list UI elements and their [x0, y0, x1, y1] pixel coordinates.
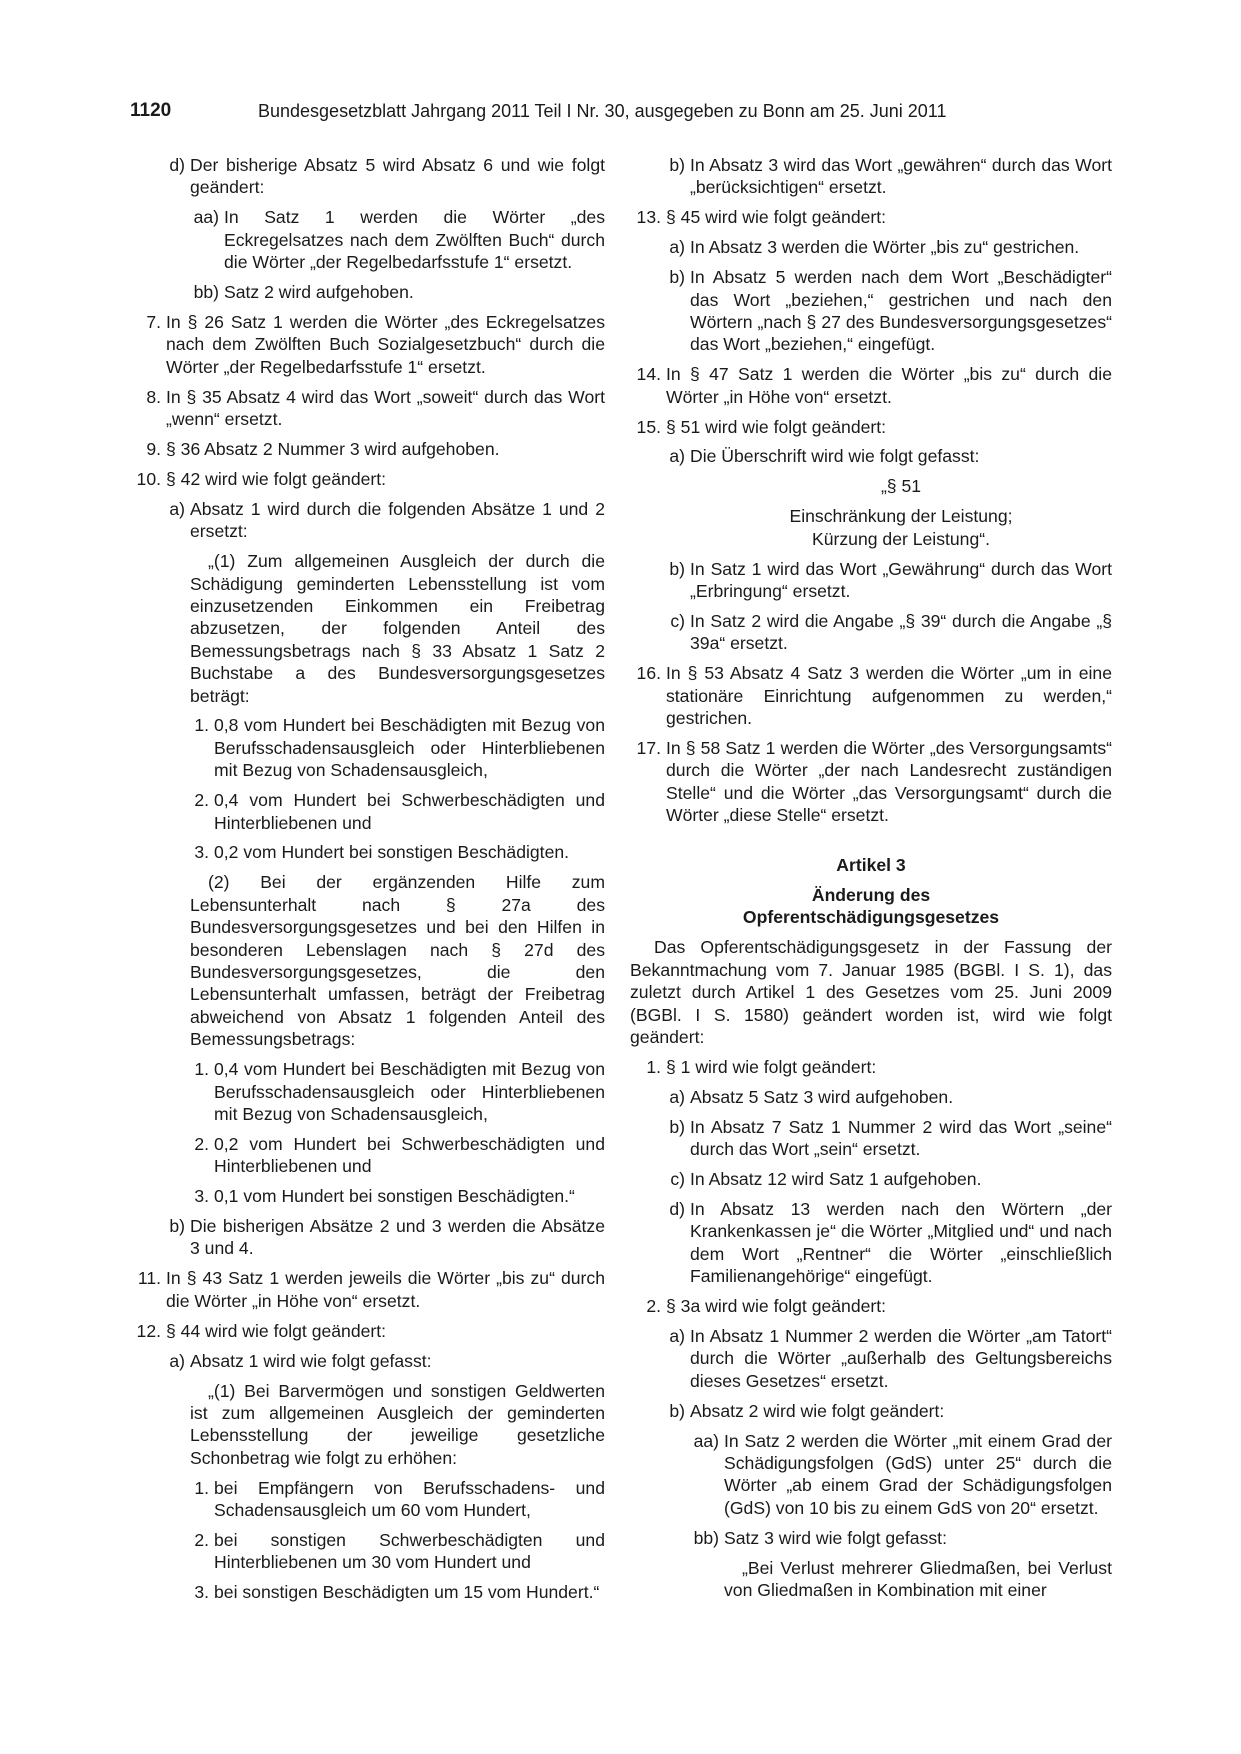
list-item: [630, 1527, 1112, 1549]
item-text: Absatz 5 Satz 3 wird aufgehoben.: [690, 1086, 954, 1107]
item-label: c): [670, 1168, 685, 1189]
item-text: Absatz 1 wird durch die folgenden Absätze 1 und 2 ersetzt:: [190, 498, 605, 542]
item-label: 2.: [194, 790, 209, 811]
item-label: a): [169, 1350, 185, 1371]
list-item: [630, 737, 1112, 827]
list-item: [130, 1267, 605, 1312]
item-label: c): [670, 610, 685, 631]
list-item: [630, 154, 1112, 199]
item-label: aa): [693, 1430, 719, 1451]
item-label: d): [169, 155, 185, 175]
list-item: [630, 266, 1112, 356]
item-label: b): [669, 155, 685, 175]
item-label: a): [669, 1325, 685, 1346]
item-label: 17.: [636, 737, 661, 758]
item-label: 13.: [636, 207, 661, 228]
list-item: [130, 1133, 605, 1178]
item-text: 0,4 vom Hundert bei Schwerbeschädigten und Hinterbliebenen und: [214, 790, 605, 833]
item-label: 3.: [194, 1582, 209, 1603]
list-item: [130, 386, 605, 431]
item-text: In Satz 1 werden die Wörter „des Eckregelsatzes nach dem Zwölften Buch“ durch die Wörter „der Regelbedarfsstufe 1“ ersetzt.: [224, 207, 605, 273]
item-text: § 3a wird wie folgt geändert:: [666, 1295, 887, 1316]
item-label: 15.: [636, 416, 661, 437]
centered-heading: „§ 51: [880, 476, 922, 497]
article-heading: Änderung des Opferentschädigungsgesetzes: [742, 884, 1000, 928]
list-item: [130, 281, 605, 303]
list-item: [130, 154, 605, 199]
item-label: 14.: [636, 364, 661, 385]
item-label: bb): [193, 282, 219, 303]
item-text: 0,4 vom Hundert bei Beschädigten mit Bezug von Berufsschadensausgleich oder Hinterbliebenen mit Bezug von Schadensausgleich,: [214, 1059, 605, 1124]
item-label: 11.: [137, 1268, 161, 1289]
item-text: 0,1 vom Hundert bei sonstigen Beschädigten.“: [214, 1186, 575, 1207]
page-number: 1120: [130, 100, 172, 121]
item-text: Die bisherigen Absätze 2 und 3 werden die Absätze 3 und 4.: [190, 1216, 605, 1259]
list-item: [130, 311, 605, 378]
item-text: Satz 3 wird wie folgt gefasst:: [724, 1527, 947, 1548]
item-text: 0,2 vom Hundert bei Schwerbeschädigten und Hinterbliebenen und: [214, 1133, 605, 1177]
quoted-text: „(1) Bei Barvermögen und sonstigen Geldwerten ist zum allgemeinen Ausgleich der geminderten Lebensstellung der jeweilige gesetzliche Schonbetrag wie folgt zu erhöhen:: [190, 1380, 605, 1468]
item-text: Satz 2 wird aufgehoben.: [224, 282, 414, 303]
item-label: 3.: [194, 842, 209, 863]
item-label: aa): [193, 207, 219, 228]
item-text: Absatz 2 wird wie folgt geändert:: [690, 1400, 945, 1421]
intro-paragraph: Das Opferentschädigungsgesetz in der Fassung der Bekanntmachung vom 7. Januar 1985 (BGBl. I S. 1), das zuletzt durch Artikel 1 des Gesetzes vom 25. Juni 2009 (BGBl. I S. 1580) geändert worden ist, wird wie folgt geändert:: [630, 937, 1112, 1047]
left-column: [130, 154, 605, 1611]
list-item: [130, 714, 605, 781]
item-text: § 36 Absatz 2 Nummer 3 wird aufgehoben.: [166, 438, 500, 459]
item-text: § 1 wird wie folgt geändert:: [666, 1056, 877, 1077]
quoted-text: „(1) Zum allgemeinen Ausgleich der durch die Schädigung geminderten Lebensstellung ist vom einzusetzenden Einkommen ein Freibetrag abzusetzen, der folgenden Anteil des Bemessungsbetrags nach § 33 Absatz 1 Satz 2 Buchstabe a des Bundesversorgungsgesetzes beträgt:: [190, 551, 605, 706]
list-item: [130, 1529, 605, 1574]
item-label: 16.: [636, 663, 661, 684]
item-text: In Satz 2 werden die Wörter „mit einem Grad der Schädigungsfolgen (GdS) unter 25“ durch die Wörter „ab einem Grad der Schädigungsfolgen (GdS) von 10 bis zu einem GdS von 20“ ersetzt.: [724, 1430, 1112, 1518]
item-label: bb): [693, 1527, 719, 1548]
gazette-title: Bundesgesetzblatt Jahrgang 2011 Teil I Nr. 30, ausgegeben zu Bonn am 25. Juni 2011: [258, 101, 947, 121]
item-text: bei sonstigen Schwerbeschädigten und Hinterbliebenen um 30 vom Hundert und: [214, 1529, 605, 1573]
item-label: 8.: [146, 386, 161, 407]
list-item: [630, 1086, 1112, 1108]
item-label: d): [669, 1198, 685, 1219]
item-text: Der bisherige Absatz 5 wird Absatz 6 und wie folgt geändert:: [190, 155, 605, 198]
item-text: In § 43 Satz 1 werden jeweils die Wörter „bis zu“ durch die Wörter „in Höhe von“ ersetzt.: [166, 1268, 605, 1311]
item-label: 9.: [146, 438, 161, 459]
list-item: [130, 1215, 605, 1260]
list-item: [630, 1168, 1112, 1190]
list-item: [630, 558, 1112, 603]
list-item: [630, 610, 1112, 655]
list-item: [130, 1058, 605, 1125]
item-text: § 45 wird wie folgt geändert:: [666, 207, 887, 228]
item-label: 1.: [194, 1059, 209, 1080]
item-label: b): [669, 1400, 685, 1421]
item-label: b): [669, 267, 685, 288]
item-label: 3.: [194, 1186, 209, 1207]
item-label: 1.: [194, 715, 209, 736]
list-item: [630, 1430, 1112, 1520]
item-label: 1.: [194, 1477, 209, 1498]
item-label: b): [169, 1216, 185, 1237]
item-text: § 51 wird wie folgt geändert:: [666, 416, 887, 437]
list-item: [130, 206, 605, 273]
item-label: b): [669, 1116, 685, 1137]
quoted-text: „Bei Verlust mehrerer Gliedmaßen, bei Verlust von Gliedmaßen in Kombination mit einer: [724, 1557, 1112, 1600]
item-text: In Absatz 3 werden die Wörter „bis zu“ gestrichen.: [690, 237, 1080, 258]
item-label: 10.: [136, 468, 161, 489]
list-item: [130, 841, 605, 863]
item-label: a): [669, 1086, 685, 1107]
item-text: In § 35 Absatz 4 wird das Wort „soweit“ durch das Wort „wenn“ ersetzt.: [166, 386, 605, 430]
item-label: b): [669, 558, 685, 579]
list-item: [630, 236, 1112, 258]
item-label: 2.: [646, 1295, 661, 1316]
item-text: Absatz 1 wird wie folgt gefasst:: [190, 1350, 432, 1371]
list-item: [630, 1400, 1112, 1422]
list-item: [630, 1295, 1112, 1317]
item-text: bei Empfängern von Berufsschadens- und Schadensausgleich um 60 vom Hundert,: [214, 1477, 605, 1521]
item-text: § 44 wird wie folgt geändert:: [166, 1320, 387, 1341]
list-item: [630, 1198, 1112, 1288]
list-item: [130, 1185, 605, 1207]
spacer: [630, 834, 1112, 854]
item-label: a): [669, 237, 685, 258]
right-column: [630, 154, 1112, 1609]
item-text: In § 47 Satz 1 werden die Wörter „bis zu“ durch die Wörter „in Höhe von“ ersetzt.: [666, 364, 1112, 407]
item-text: § 42 wird wie folgt geändert:: [166, 468, 387, 489]
item-text: In § 26 Satz 1 werden die Wörter „des Eckregelsatzes nach dem Zwölften Buch Sozialgesetzbuch“ durch die Wörter „der Regelbedarfsstufe 1“ ersetzt.: [166, 311, 605, 377]
list-item: [130, 1320, 605, 1342]
article-heading: Artikel 3: [836, 855, 906, 876]
list-item: [130, 1477, 605, 1522]
item-label: 7.: [146, 311, 161, 332]
page-header: [130, 100, 1112, 126]
list-item: [630, 206, 1112, 228]
list-item: [630, 363, 1112, 408]
item-label: 1.: [646, 1056, 661, 1077]
item-text: bei sonstigen Beschädigten um 15 vom Hundert.“: [214, 1582, 600, 1603]
item-label: a): [669, 446, 685, 467]
list-item: [130, 1350, 605, 1372]
item-label: a): [169, 498, 185, 519]
item-text: Die Überschrift wird wie folgt gefasst:: [690, 446, 980, 467]
centered-heading: Einschränkung der Leistung; Kürzung der Leistung“.: [789, 506, 1013, 549]
list-item: [130, 468, 605, 490]
list-item: [630, 1116, 1112, 1161]
list-item: [130, 1581, 605, 1603]
item-label: 12.: [136, 1320, 161, 1341]
item-label: 2.: [194, 1529, 209, 1550]
item-text: In § 53 Absatz 4 Satz 3 werden die Wörter „um in eine stationäre Einrichtung aufgenommen zu werden,“ gestrichen.: [666, 663, 1112, 729]
item-label: 2.: [194, 1133, 209, 1154]
item-text: In Absatz 7 Satz 1 Nummer 2 wird das Wort „seine“ durch das Wort „sein“ ersetzt.: [690, 1116, 1112, 1160]
list-item: [130, 498, 605, 543]
list-item: [630, 1325, 1112, 1392]
quoted-text: (2) Bei der ergänzenden Hilfe zum Lebensunterhalt nach § 27a des Bundesversorgungsgesetzes und bei den Hilfen in besonderen Lebenslagen nach § 27d des Bundesversorgungsgesetzes, die den Lebensunterhalt umfassen, beträgt der Freibetrag abweichend von Absatz 1 folgenden Anteil des Bemessungsbetrags:: [190, 872, 605, 1050]
item-text: In § 58 Satz 1 werden die Wörter „des Versorgungsamts“ durch die Wörter „der nach Landesrecht zuständigen Stelle“ und die Wörter „das Versorgungsamt“ durch die Wörter „diese Stelle“ ersetzt.: [666, 737, 1112, 826]
list-item: [630, 1056, 1112, 1078]
list-item: [630, 416, 1112, 438]
item-text: In Satz 2 wird die Angabe „§ 39“ durch die Angabe „§ 39a“ ersetzt.: [690, 610, 1112, 654]
item-text: In Absatz 1 Nummer 2 werden die Wörter „am Tatort“ durch die Wörter „außerhalb des Geltungsbereichs dieses Gesetzes“ ersetzt.: [690, 1325, 1112, 1391]
list-item: [630, 445, 1112, 467]
item-text: 0,2 vom Hundert bei sonstigen Beschädigten.: [214, 842, 570, 863]
item-text: In Absatz 12 wird Satz 1 aufgehoben.: [690, 1168, 982, 1189]
item-text: In Satz 1 wird das Wort „Gewährung“ durch das Wort „Erbringung“ ersetzt.: [690, 558, 1112, 601]
list-item: [130, 789, 605, 834]
list-item: [630, 662, 1112, 729]
item-text: In Absatz 13 werden nach den Wörtern „der Krankenkassen je“ die Wörter „Mitglied und“ und nach dem Wort „Rentner“ die Wörter „einschließlich Familienangehörige“ eingefügt.: [690, 1198, 1112, 1287]
item-text: In Absatz 5 werden nach dem Wort „Beschädigter“ das Wort „beziehen,“ gestrichen und nach den Wörtern „nach § 27 des Bundesversorgungsgesetzes“ das Wort „beziehen,“ eingefügt.: [690, 267, 1112, 355]
item-text: In Absatz 3 wird das Wort „gewähren“ durch das Wort „berücksichtigen“ ersetzt.: [690, 155, 1112, 198]
list-item: [130, 438, 605, 460]
item-text: 0,8 vom Hundert bei Beschädigten mit Bezug von Berufsschadensausgleich oder Hinterbliebenen mit Bezug von Schadensausgleich,: [214, 715, 605, 781]
